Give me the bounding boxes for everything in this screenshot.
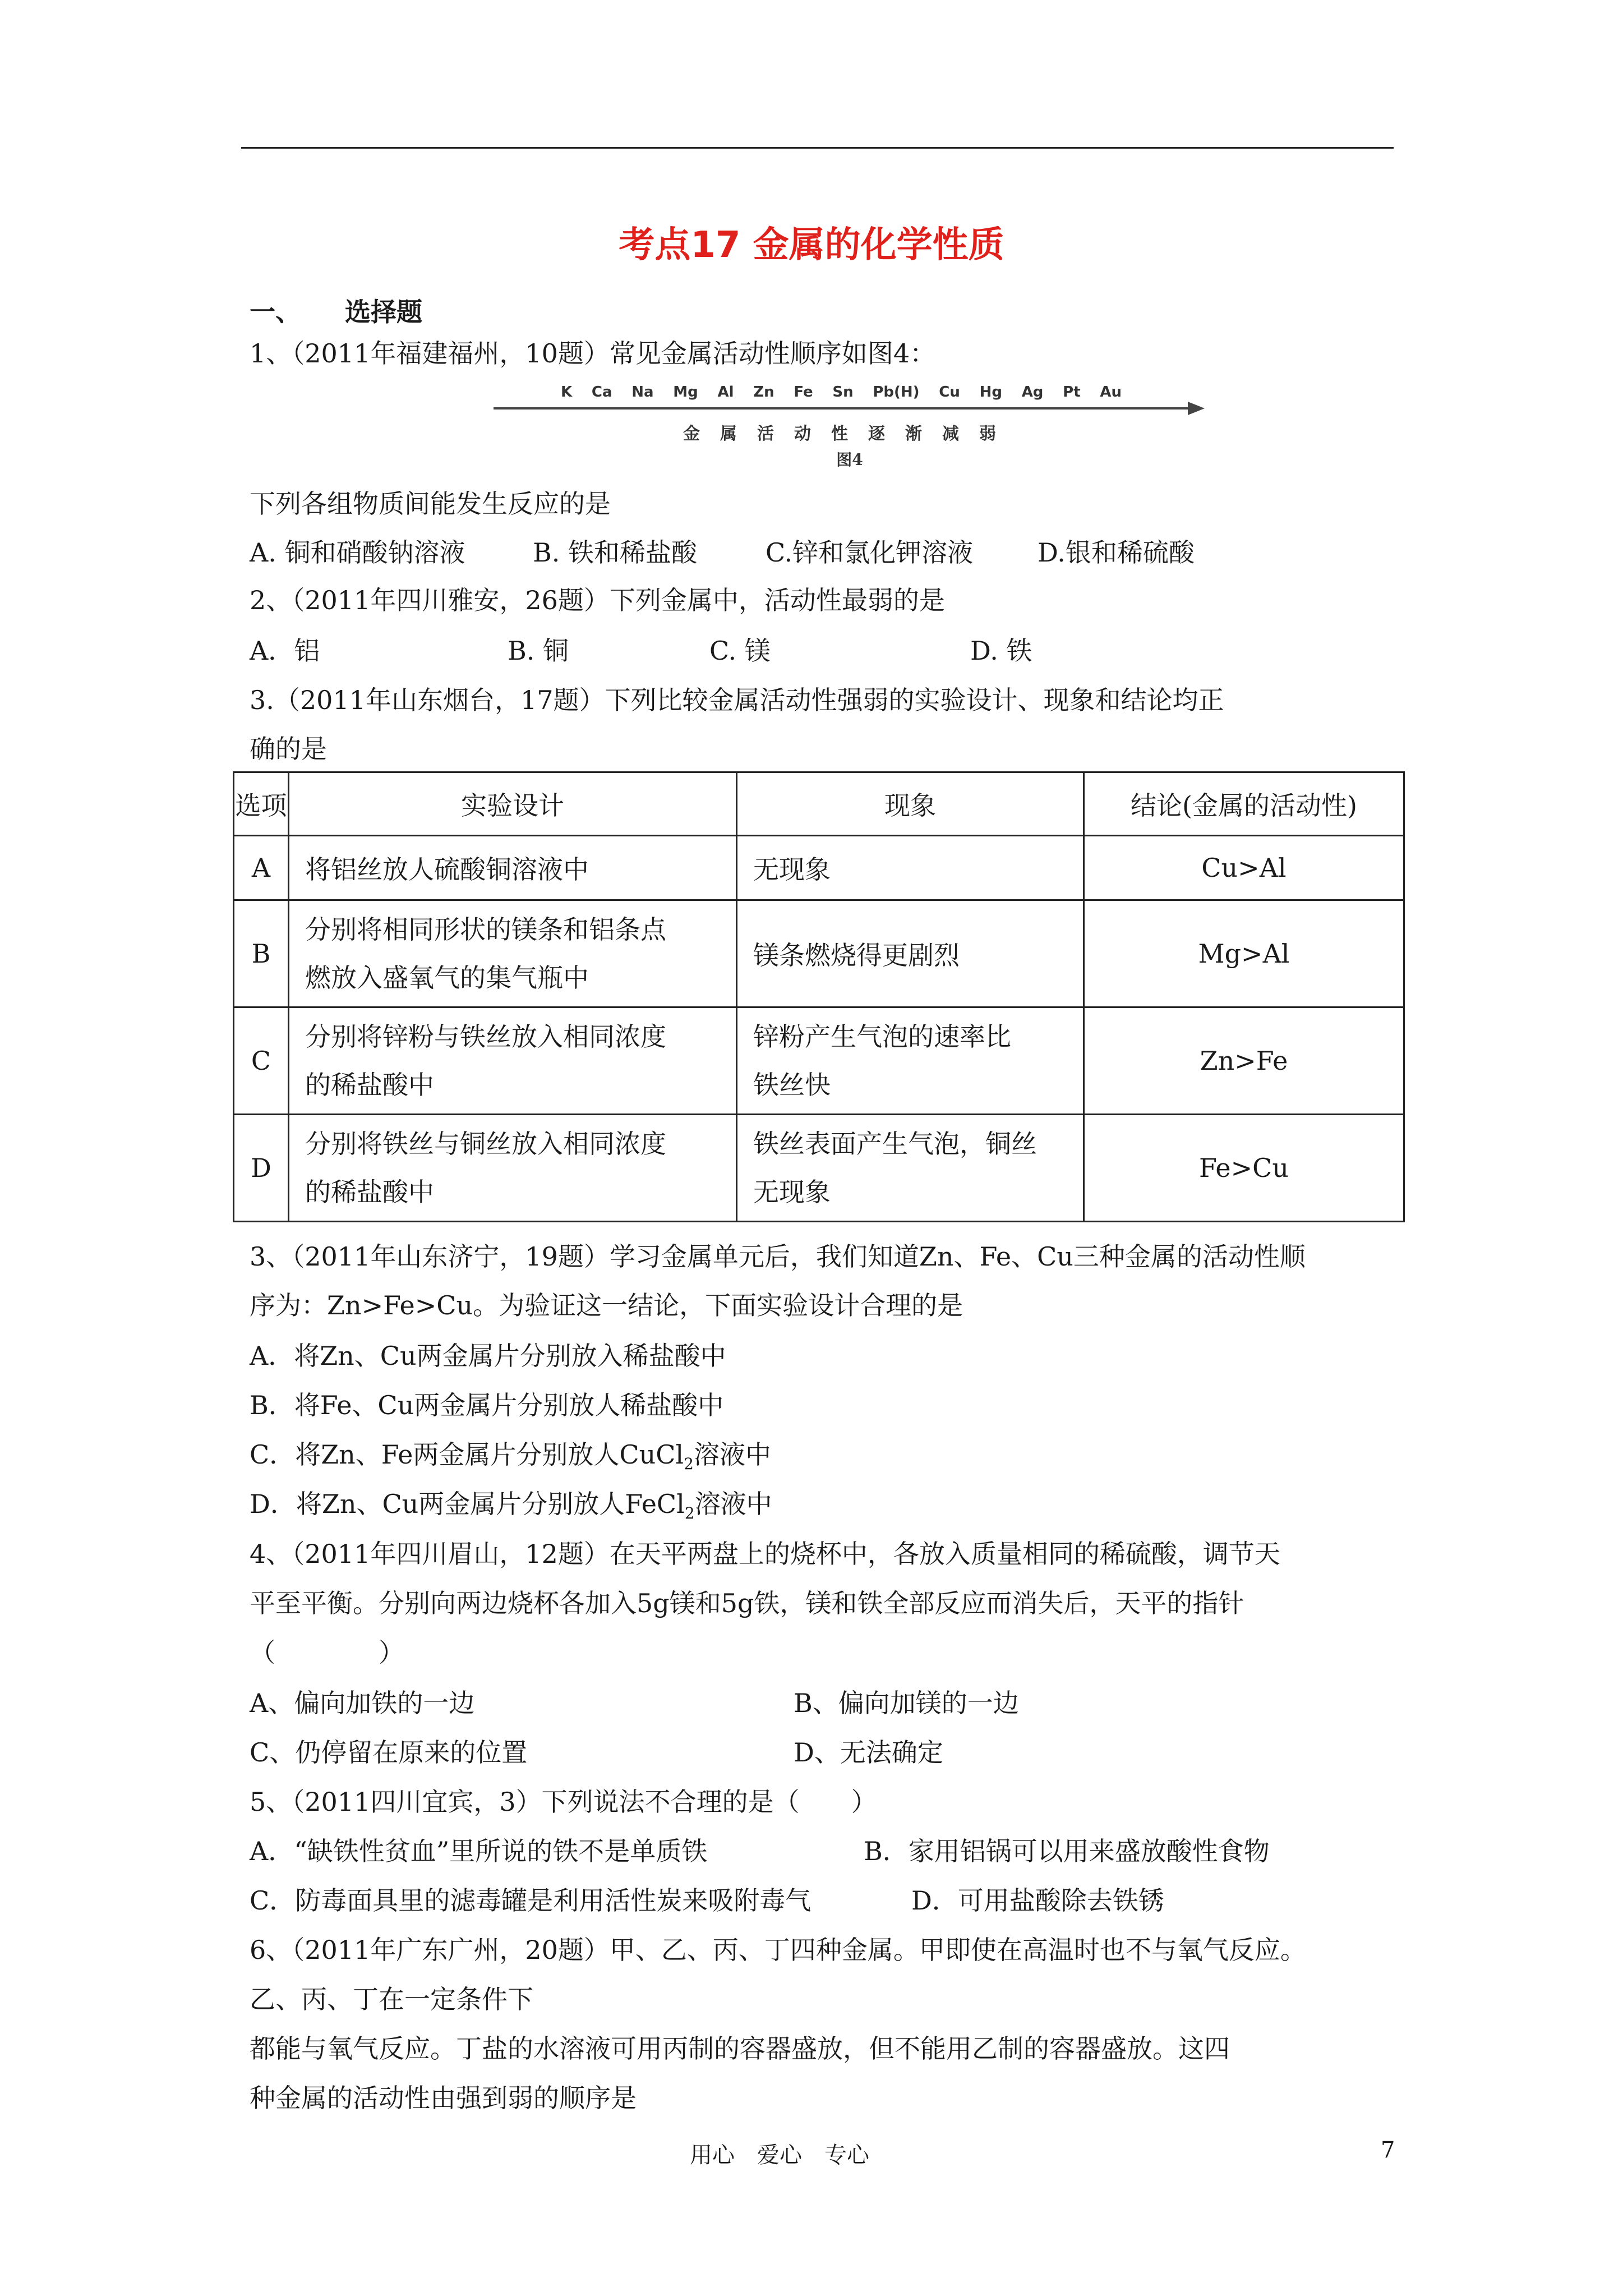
q3-stem-line2: 确的是 — [250, 734, 327, 764]
q1-ask: 下列各组物质间能发生反应的是 — [250, 489, 611, 519]
q3b-option-c — [250, 1438, 771, 1481]
q6-line4: 种金属的活动性由强到弱的顺序是 — [250, 2083, 637, 2113]
table-row — [234, 1115, 1404, 1222]
q4-option-a: A、偏向加铁的一边 — [250, 1688, 475, 1718]
q4-option-d: D、无法确定 — [794, 1737, 943, 1768]
q1-option-b: B. 铁和稀盐酸 — [533, 537, 698, 568]
option-text: 溶液中 — [693, 1439, 771, 1470]
table-cell-conclusion: Fe>Cu — [1084, 1115, 1404, 1222]
metal-label: Au — [1100, 384, 1122, 401]
cell-line: 无现象 — [753, 1177, 831, 1207]
table-cell-option: C — [234, 1007, 289, 1115]
cell-line: 分别将相同形状的镁条和铝条点 — [305, 914, 666, 945]
table-cell-phenomenon: 镁条燃烧得更剧烈 — [737, 900, 1084, 1007]
table-cell-option: D — [234, 1115, 289, 1222]
metal-label: Al — [717, 384, 734, 401]
section-label: 选择题 — [345, 297, 422, 327]
q6-line2: 乙、丙、丁在一定条件下 — [250, 1984, 533, 2014]
q4-stem-line1: 4、（2011年四川眉山，12题）在天平两盘上的烧杯中，各放入质量相同的稀硫酸，调节天 — [250, 1539, 1280, 1569]
table-header-row — [234, 772, 1404, 836]
q4-stem-line2: 平至平衡。分别向两边烧杯各加入5g镁和5g铁，镁和铁全部反应而消失后，天平的指针 — [250, 1588, 1244, 1618]
cell-line: 的稀盐酸中 — [305, 1177, 434, 1207]
figure-caption: 金属活动性逐渐减弱 — [683, 424, 1016, 444]
table-cell-design: 将铝丝放人硫酸铜溶液中 — [289, 836, 737, 900]
subscript: 2 — [684, 1504, 695, 1523]
cell-line: 的稀盐酸中 — [305, 1070, 434, 1100]
metal-label: Mg — [673, 384, 698, 401]
activity-series-figure — [494, 376, 1206, 474]
cell-line: 分别将铁丝与铜丝放入相同浓度 — [305, 1129, 666, 1159]
subscript: 2 — [684, 1455, 694, 1474]
option-text: D．将Zn、Cu两金属片分别放人FeCl — [250, 1489, 685, 1519]
section-number: 一、 — [250, 297, 301, 327]
table-cell-option: B — [234, 900, 289, 1007]
cell-line: 铁丝表面产生气泡，铜丝 — [753, 1129, 1037, 1159]
q5-option-a: A．“缺铁性贫血”里所说的铁不是单质铁 — [250, 1836, 708, 1866]
q6-line3: 都能与氧气反应。丁盐的水溶液可用丙制的容器盛放，但不能用乙制的容器盛放。这四 — [250, 2033, 1230, 2064]
q1-stem: 1、（2011年福建福州，10题）常见金属活动性顺序如图4： — [250, 338, 936, 369]
header-rule — [241, 147, 1394, 149]
figure-label: 图4 — [836, 450, 863, 469]
q5-option-d: D．可用盐酸除去铁锈 — [911, 1885, 1164, 1916]
q4-option-c: C、仍停留在原来的位置 — [250, 1737, 528, 1768]
q3b-stem-line2: 序为：Zn>Fe>Cu。为验证这一结论，下面实验设计合理的是 — [250, 1290, 963, 1320]
q4-answer-blank: （ ） — [250, 1637, 404, 1668]
table-row — [234, 1007, 1404, 1115]
series-arrow-line — [494, 407, 1195, 409]
page-number: 7 — [1381, 2137, 1395, 2163]
table-cell-phenomenon — [737, 1007, 1084, 1115]
metal-label: K — [561, 384, 573, 401]
q2-option-a: A．铝 — [250, 636, 320, 666]
metal-label: Ag — [1021, 384, 1044, 401]
section-heading — [250, 292, 422, 329]
metal-label: Ca — [591, 384, 612, 401]
q3b-stem-line1: 3、（2011年山东济宁，19题）学习金属单元后，我们知道Zn、Fe、Cu三种金属的活动性顺 — [250, 1241, 1306, 1272]
metal-label: Na — [631, 384, 654, 401]
arrow-head-icon — [1188, 402, 1205, 415]
q3b-option-a: A．将Zn、Cu两金属片分别放入稀盐酸中 — [250, 1341, 726, 1371]
table-cell-option: A — [234, 836, 289, 900]
table-cell-design — [289, 1115, 737, 1222]
table-cell-conclusion: Cu>Al — [1084, 836, 1404, 900]
table-cell-conclusion: Zn>Fe — [1084, 1007, 1404, 1115]
page-title: 考点17 金属的化学性质 — [619, 224, 1004, 266]
q1-option-d: D.银和稀硫酸 — [1038, 537, 1195, 568]
cell-line: 燃放入盛氧气的集气瓶中 — [305, 963, 589, 993]
q5-option-c: C．防毒面具里的滤毒罐是利用活性炭来吸附毒气 — [250, 1885, 811, 1916]
q4-option-b: B、偏向加镁的一边 — [794, 1688, 1019, 1718]
metal-label: Hg — [979, 384, 1002, 401]
table-cell-design — [289, 1007, 737, 1115]
cell-line: 锌粉产生气泡的速率比 — [753, 1022, 1011, 1052]
q1-option-a: A. 铜和硝酸钠溶液 — [250, 537, 465, 568]
table-cell-design — [289, 900, 737, 1007]
footer-motto: 用心 爱心 专心 — [690, 2142, 869, 2168]
q2-option-c: C. 镁 — [709, 636, 771, 666]
table-cell-conclusion: Mg>Al — [1084, 900, 1404, 1007]
option-text: 溶液中 — [694, 1489, 772, 1519]
option-text: C．将Zn、Fe两金属片分别放人CuCl — [250, 1439, 684, 1470]
table-header: 现象 — [737, 772, 1084, 836]
table-cell-phenomenon: 无现象 — [737, 836, 1084, 900]
table-cell-phenomenon — [737, 1115, 1084, 1222]
table-header: 选项 — [234, 772, 289, 836]
metal-label: Sn — [832, 384, 854, 401]
q2-option-b: B. 铜 — [508, 636, 569, 666]
q6-line1: 6、（2011年广东广州，20题）甲、乙、丙、丁四种金属。甲即使在高温时也不与氧气反应。 — [250, 1935, 1306, 1965]
cell-line: 铁丝快 — [753, 1070, 831, 1100]
metal-label: Pt — [1063, 384, 1081, 401]
q1-option-c: C.锌和氯化钾溶液 — [766, 537, 974, 568]
metal-label: Cu — [939, 384, 960, 401]
metal-label: Pb(H) — [873, 384, 920, 401]
cell-line: 分别将锌粉与铁丝放入相同浓度 — [305, 1022, 666, 1052]
metal-series — [561, 384, 1122, 401]
q5-stem: 5、（2011四川宜宾，3）下列说法不合理的是（ ） — [250, 1787, 877, 1817]
q3-stem-line1: 3.（2011年山东烟台，17题）下列比较金属活动性强弱的实验设计、现象和结论均正 — [250, 685, 1224, 715]
q2-stem: 2、（2011年四川雅安，26题）下列金属中，活动性最弱的是 — [250, 585, 945, 615]
metal-label: Zn — [753, 384, 774, 401]
table-header: 结论(金属的活动性) — [1084, 772, 1404, 836]
q5-option-b: B．家用铝锅可以用来盛放酸性食物 — [864, 1836, 1270, 1866]
q3b-option-b: B．将Fe、Cu两金属片分别放人稀盐酸中 — [250, 1390, 724, 1420]
experiment-table — [233, 771, 1405, 1222]
table-header: 实验设计 — [289, 772, 737, 836]
metal-label: Fe — [794, 384, 813, 401]
table-row — [234, 900, 1404, 1007]
table-row — [234, 836, 1404, 900]
q2-option-d: D. 铁 — [970, 636, 1032, 666]
q3b-option-d — [250, 1487, 772, 1530]
